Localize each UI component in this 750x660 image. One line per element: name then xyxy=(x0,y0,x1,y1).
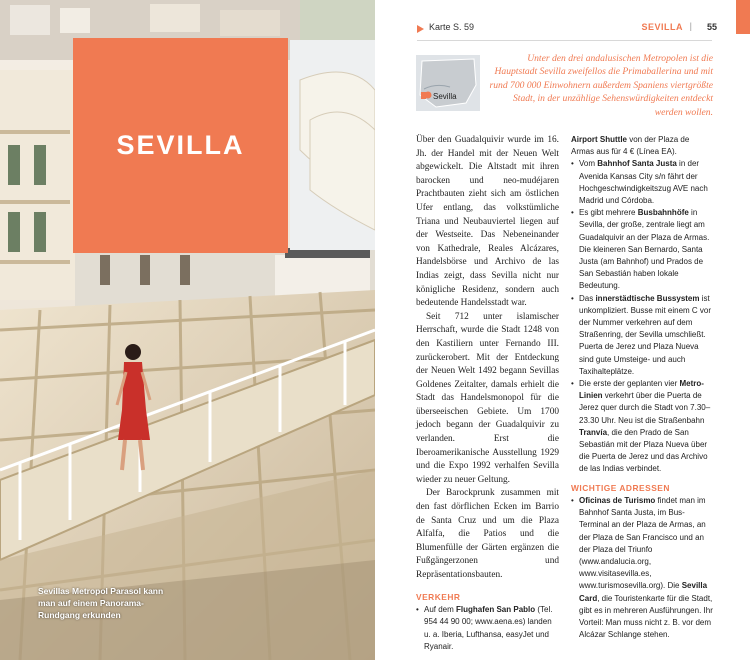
right-page xyxy=(375,0,750,660)
page-number: 55 xyxy=(706,22,717,32)
map-reference: Karte S. 59 xyxy=(429,22,475,32)
map-label: Sevilla xyxy=(433,92,457,101)
intro-text: Unter den drei andalusischen Metropolen ist die Hauptstadt Sevilla zweifellos die Primaballerina und mit rund 700 000 Einwohnern außerdem Spaniens viertgrößte Stadt, in der unzählige Sehenswürdigkeiten entdeckt werden wollen. xyxy=(489,53,713,118)
section-name: SEVILLA xyxy=(641,22,683,32)
bullet-bold: Oficinas de Turismo xyxy=(579,495,656,505)
bullet-text: ist unkompliziert. Busse mit einem C vor der Nummer verkehren auf dem Straßenring, der Sevilla umschließt. Puerta de Jerez und Plaza Nueva sind gute Umsteige- und auch Taxihalteplätze. xyxy=(579,293,712,376)
bullet-text: (Tel. 954 44 90 00; www.aena.es) landen u. a. Iberia, Lufthansa, easyJet und Ryanair. xyxy=(424,605,553,651)
heading-verkehr: VERKEHR xyxy=(416,591,461,602)
bullet-text: in Sevilla, der große, zentrale liegt am Guadalquivir an der Plaza de Armas. Die kleineren San Bernardo, Santa Justa (am Bahnhof) und Prados de San Sebastián haben lokale Bedeutung. xyxy=(579,208,710,291)
bullet-busbahnhoefe xyxy=(571,207,713,292)
body-column-1 xyxy=(416,134,559,653)
body-column-2 xyxy=(571,134,713,641)
triangle-marker-icon xyxy=(417,25,424,33)
bullet-oficinas xyxy=(571,495,713,641)
bullet-bold: Tranvía xyxy=(579,427,608,437)
bullet-text: , die Touristenkarte für die Stadt, gibt es in mehreren Ausführungen. Ihr Vorteil: Man muss nicht z. B. vor dem Alcázar Schlange stehen. xyxy=(579,593,713,640)
bullet-bold: Airport Shuttle xyxy=(571,135,627,144)
heading-wichtige-adressen: WICHTIGE ADRESSEN xyxy=(571,482,670,493)
body-paragraph: Seit 712 unter islamischer Herrschaft, wurde die Stadt 1248 von den Kastiliern unter Fernando III. zurückerobert. Mit der Entdeckung der Neuen Welt 1492 begann Sevillas Goldenes Zeitalter, damals erhielt die Stadt das Handelsmonopol für die überseeischen Gebiete. Um 1700 jedoch begann der Guadalquivir zu verlanden. Erst die Iberoamerikanische Ausstellung 1929 und die Expo 1992 verhalfen Sevilla wieder zu neuer Geltung. xyxy=(416,311,559,485)
bullet-text: , die den Prado de San Sebastián mit der Plaza Nueva über die Puerta de Jerez und das Archivo de las Indias verbindet. xyxy=(579,427,708,474)
bullet-metro xyxy=(571,378,713,476)
header-separator: | xyxy=(689,21,692,31)
locator-map xyxy=(416,55,480,111)
bullet-text: von der Plaza de Armas aus für 4 € (Línea EA). xyxy=(571,135,690,157)
bullet-prefix: Vom xyxy=(579,159,598,169)
bullet-bold: Bahnhof Santa Justa xyxy=(597,159,677,169)
body-paragraph: Der Barockprunk zusammen mit den fast dörflichen Ecken im Barrio de Santa Cruz und um die Plaza Alfalfa, die Patios und die Blumenfülle der Gärten ergänzen die Fußgängerzonen und Repräsentationsbauten. xyxy=(416,488,559,580)
chapter-title: SEVILLA xyxy=(116,130,245,160)
bullet-prefix: Es gibt mehrere xyxy=(579,208,638,218)
bullet-prefix: Die erste der geplanten vier xyxy=(579,379,680,389)
bullet-bold: innerstädtische Bussystem xyxy=(595,293,700,303)
photo-caption: Sevillas Metropol Parasol kann man auf einem Panorama-Rundgang erkunden xyxy=(38,586,164,620)
bullet-bussystem xyxy=(571,293,713,378)
running-header xyxy=(417,22,717,36)
bullet-text: findet man im Bahnhof Santa Justa, im Bus-Terminal an der Plaza de Armas, an der Plaza de San Francisco und an der Plaza del Triunfo (www.andalucia.org, www.visitasevilla.es, www.turismosevilla.org). Die xyxy=(579,495,706,591)
bullet-text: in der Avenida Kansas City s/n fährt der Hochgeschwindigkeitszug AVE nach Madrid und Córdoba. xyxy=(579,159,708,206)
page-corner-tab xyxy=(736,0,750,34)
bullet-bahnhof xyxy=(571,158,713,207)
bullet-bold: Metro-Linien xyxy=(579,379,704,401)
bullet-bold: Flughafen San Pablo xyxy=(456,605,536,615)
bullet-bold: Sevilla Card xyxy=(579,581,708,603)
header-rule xyxy=(417,40,712,41)
body-paragraph: Über den Guadalquivir wurde im 16. Jh. der Handel mit der Neuen Welt abgewickelt. Die Altstadt mit ihren barocken und neo-mudéjaren Prachtbauten zieht sich am östlichen Ufer entlang, das volkstümliche Triana und Neubauviertel liegen auf der Westseite. Das Nebeneinander von Kathedrale, Reales Alcázares, Handelsbörse und Archivo de las Indias zeigt, dass Sevilla nicht nur königliche Residenz, sondern auch bedeutende Handelsstadt war. xyxy=(416,135,559,309)
bullet-bold: Busbahnhöfe xyxy=(637,208,689,218)
bullet-continuation xyxy=(571,134,713,158)
bullet-flughafen: • Auf dem Flughafen San Pablo (Tel. 954 44 90 00; www.aena.es) landen u. a. Iberia, Lufthansa, easyJet und Ryanair. xyxy=(416,604,559,653)
chapter-title-box xyxy=(73,38,288,253)
bullet-text: verkehrt über die Puerta de Jerez quer durch die Stadt von 7.30–23.30 Uhr. Neu ist die Straßenbahn xyxy=(579,391,711,425)
bullet-prefix: Das xyxy=(579,293,596,303)
